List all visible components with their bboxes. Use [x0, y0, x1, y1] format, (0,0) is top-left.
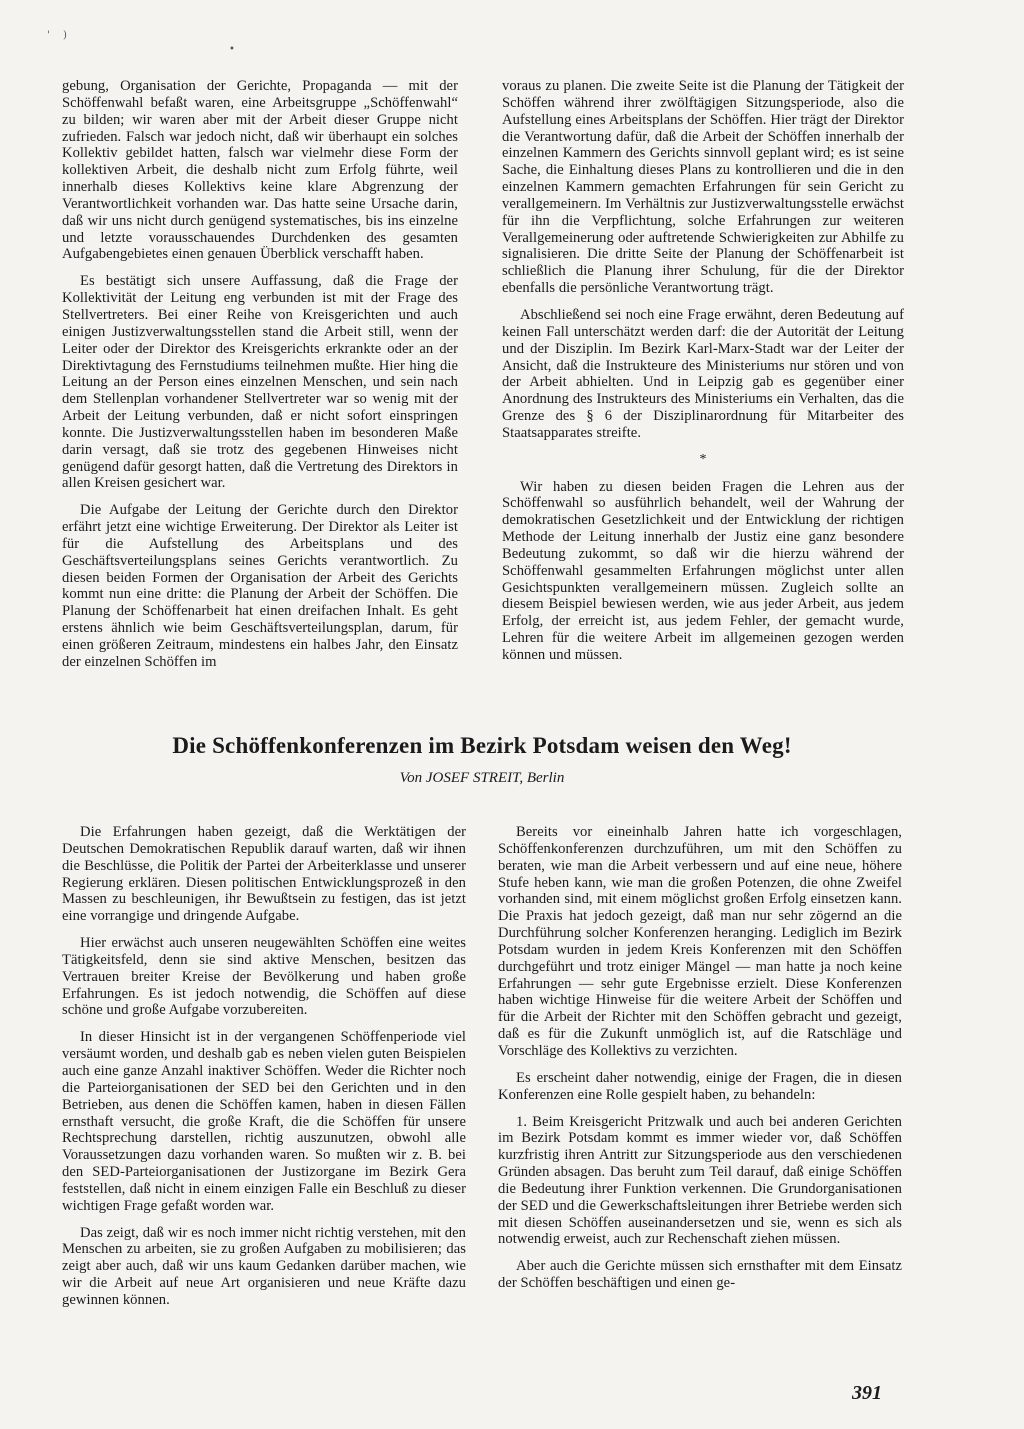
article-title: Die Schöffenkonferenzen im Bezirk Potsdam weisen den Weg! [172, 733, 792, 758]
paragraph: Es bestätigt sich unsere Auffassung, daß die Frage der Kollektivität der Leitung eng verbunden ist mit der Frage des Stellvertreters. Bei einer Reihe von Kreisgerichten und auch einigen Justizverwaltungsstellen stand die Arbeit still, wenn der Leiter oder der Direktor des Kreisgerichts erkrankte oder an der Direktivtagung des Fernstudiums teilnehmen mußte. Hier hing die Leitung an der Person eines einzelnen Menschen, und sein nach dem Stellenplan vorhandener Stellvertreter war so wenig mit der Arbeit der Leitung verbunden, daß er nicht sofort einspringen konnte. Die Justizverwaltungsstellen haben im besonderen Maße darin versagt, daß sie trotz des gegebenen Hinweises nicht genügend dafür gesorgt hatten, daß die Vertretung des Direktors in allen Kreisen gesichert war. [62, 273, 458, 492]
paragraph: voraus zu planen. Die zweite Seite ist die Planung der Tätigkeit der Schöffen während ihrer zwölftägigen Sitzungsperiode, also die Aufstellung eines Arbeitsplans der Schöffen. Hier trägt der Direktor die Verantwortung dafür, daß die Arbeit der Schöffen innerhalb der einzelnen Kammern des Gerichts sinnvoll geplant wird; es ist seine Sache, die Einhaltung dieses Plans zu kontrollieren und die in den einzelnen Kammern gemachten Erfahrungen für sein Gericht zu verallgemeinern. Im Verhältnis zur Justizverwaltungsstelle erwächst für ihn die Verpflichtung, solche Erfahrungen zur weiteren Verallgemeinerung oder auftretende Schwierigkeiten zur Abhilfe zu signalisieren. Die dritte Seite der Planung der Schöffenarbeit ist schließlich die Planung ihrer Schulung, für die der Direktor ebenfalls die persönliche Verantwortung trägt. [502, 78, 904, 297]
paragraph: Wir haben zu diesen beiden Fragen die Lehren aus der Schöffenwahl so ausführlich behandelt, weil der Wahrung der demokratischen Gesetzlichkeit und der Entwicklung der richtigen Methode der Leitung innerhalb der Justiz eine ganz besondere Bedeutung zukommt, so daß wir die hierzu während der Schöffenwahl gesammelten Erfahrungen möglichst unter allen Gesichtspunkten verallgemeinern müssen. Zugleich sollte an diesem Beispiel bewiesen werden, wie aus jeder Arbeit, aus jedem Erfolg, der erreicht ist, aus jedem Fehler, der gemacht wurde, Lehren für die weitere Arbeit im allgemeinen gezogen werden können und müssen. [502, 478, 904, 663]
paragraph: Die Aufgabe der Leitung der Gerichte durch den Direktor erfährt jetzt eine wichtige Erweiterung. Der Direktor als Leiter ist für die Aufstellung des Arbeitsplans und des Geschäftsverteilungsplans seines Gerichts verantwortlich. Zu diesen beiden Formen der Organisation der Arbeit des Gerichts kommt nun eine dritte: die Planung der Arbeit der Schöffen. Die Planung der Schöffenarbeit hat einen dreifachen Inhalt. Es geht erstens ähnlich wie beim Geschäftsverteilungsplan, darum, für einen größeren Zeitraum, mindestens ein halbes Jahr, den Einsatz der einzelnen Schöffen im [62, 502, 458, 670]
column-top-right [502, 78, 904, 674]
paragraph: In dieser Hinsicht ist in der vergangenen Schöffenperiode viel versäumt worden, und deshalb gab es neben vielen guten Beispielen auch eine ganze Anzahl inaktiver Schöffen. Weder die Richter noch die Parteiorganisationen der SED bei den Gerichten und in den Betrieben, aus denen die Schöffen kamen, haben in diesen Fällen ernsthaft versucht, die große Kraft, die die Schöffen für unsere Rechtsprechung darstellen, richtig auszunutzen, obwohl alle Voraussetzungen dazu vorhanden waren. So mußten wir z. B. bei den SED-Parteiorganisationen der Justizorgane im Bezirk Gera feststellen, daß nicht in einem einzigen Falle ein Beschluß zu dieser wichtigen Frage gefaßt worden war. [62, 1029, 466, 1214]
paragraph: Aber auch die Gerichte müssen sich ernsthafter mit dem Einsatz der Schöffen beschäftigen und einen ge- [498, 1258, 902, 1292]
column-bottom-right [498, 824, 902, 1302]
column-top-left [62, 78, 458, 681]
section-separator: * [699, 451, 707, 467]
paragraph: 1. Beim Kreisgericht Pritzwalk und auch bei anderen Gerichten im Bezirk Potsdam kommt es immer wieder vor, daß Schöffen kurzfristig ihren Antritt zur Sitzungsperiode aus den verschiedenen Gründen absagen. Das beruht zum Teil darauf, daß einige Schöffen die Bedeutung ihrer Funktion verkennen. Die Grundorganisationen der SED und die Gewerkschaftsleitungen ihrer Betriebe werden sich mit diesen Schöffen auseinandersetzen und sie, wenn es sich als notwendig erweist, auch zur Rechenschaft ziehen müssen. [498, 1113, 902, 1248]
article-byline: Von JOSEF STREIT, Berlin [399, 770, 565, 786]
paragraph: Die Erfahrungen haben gezeigt, daß die Werktätigen der Deutschen Demokratischen Republik darauf warten, daß wir ihnen die Beschlüsse, die Politik der Partei der Arbeiterklasse und unserer Regierung erklären. Diesen politischen Entwicklungsprozeß in den Massen zu beschleunigen, ihr Bewußtsein zu festigen, das ist jetzt eine vorrangige und dringende Aufgabe. [62, 824, 466, 925]
page-number: 391 [852, 1382, 882, 1404]
scan-mark: • [229, 44, 235, 55]
scan-mark: ' [47, 30, 50, 41]
paragraph: Abschließend sei noch eine Frage erwähnt, deren Bedeutung auf keinen Fall unterschätzt werden darf: die der Autorität der Leitung und der Disziplin. Im Bezirk Karl-Marx-Stadt war der Leiter der Ansicht, daß die Instrukteure des Ministeriums nur stören und von der Arbeit abhielten. Und in Leipzig gab es gegenüber einer Anordnung des Instrukteurs des Ministeriums ein Verhalten, das die Grenze des § 6 der Disziplinarordnung für Mitarbeiter des Staatsapparates streifte. [502, 306, 904, 441]
paragraph: Das zeigt, daß wir es noch immer nicht richtig verstehen, mit den Menschen zu arbeiten, sie zu großen Aufgaben zu mobilisieren; das zeigt aber auch, daß wir uns kaum Gedanken darüber machen, wie wir die Arbeit auf neue Art organisieren und neue Kräfte dazu gewinnen können. [62, 1224, 466, 1308]
scan-mark: ) [63, 30, 67, 41]
paragraph: Es erscheint daher notwendig, einige der Fragen, die in diesen Konferenzen eine Rolle gespielt haben, zu behandeln: [498, 1069, 902, 1103]
column-bottom-left [62, 824, 466, 1319]
paragraph: gebung, Organisation der Gerichte, Propaganda — mit der Schöffenwahl befaßt waren, eine Arbeitsgruppe „Schöffenwahl“ zu bilden; wir waren aber mit der Arbeit dieser Gruppe nicht zufrieden. Falsch war jedoch nicht, daß wir überhaupt ein solches Kollektiv gebildet hatten, falsch war vielmehr diese Form der kollektiven Arbeit, die deshalb nicht zum Erfolg führte, weil innerhalb dieses Kollektivs keine klare Abgrenzung der Verantwortlichkeit vorhanden war. Das hatte seine Ursache darin, daß wir uns nicht durch genügend systematisches, bis ins einzelne und letzte vorausschauendes Durchdenken des gesamten Aufgabengebietes einen genauen Überblick verschafft haben. [62, 78, 458, 263]
paragraph: Hier erwächst auch unseren neugewählten Schöffen eine weites Tätigkeitsfeld, denn sie sind aktive Menschen, besitzen das Vertrauen breiter Kreise der Bevölkerung und haben große Erfahrungen. Es ist jedoch notwendig, die Schöffen auf diese schöne und große Aufgabe vorzubereiten. [62, 935, 466, 1019]
paragraph: Bereits vor eineinhalb Jahren hatte ich vorgeschlagen, Schöffenkonferenzen durchzuführen, um mit den Schöffen zu beraten, wie man die Arbeit verbessern und auf eine neue, höhere Stufe heben kann, wie man die großen Potenzen, die ohne Zweifel vorhanden sind, mit einem möglichst großen Erfolg einsetzen kann. Die Praxis hat jedoch gezeigt, daß man nur sehr zögernd an die Durchführung solcher Konferenzen heranging. Lediglich im Bezirk Potsdam wurden in jedem Kreis Konferenzen mit den Schöffen durchgeführt und trotz einiger Mängel — man hatte ja noch keine Erfahrungen — sehr gute Ergebnisse erzielt. Diese Konferenzen haben wichtige Hinweise für die weitere Arbeit der Schöffen und für die Arbeit der Richter mit den Schöffen gebracht und gezeigt, daß es für die Zukunft unmöglich ist, auf die Ratschläge und Vorschläge des Kollektivs zu verzichten. [498, 824, 902, 1059]
